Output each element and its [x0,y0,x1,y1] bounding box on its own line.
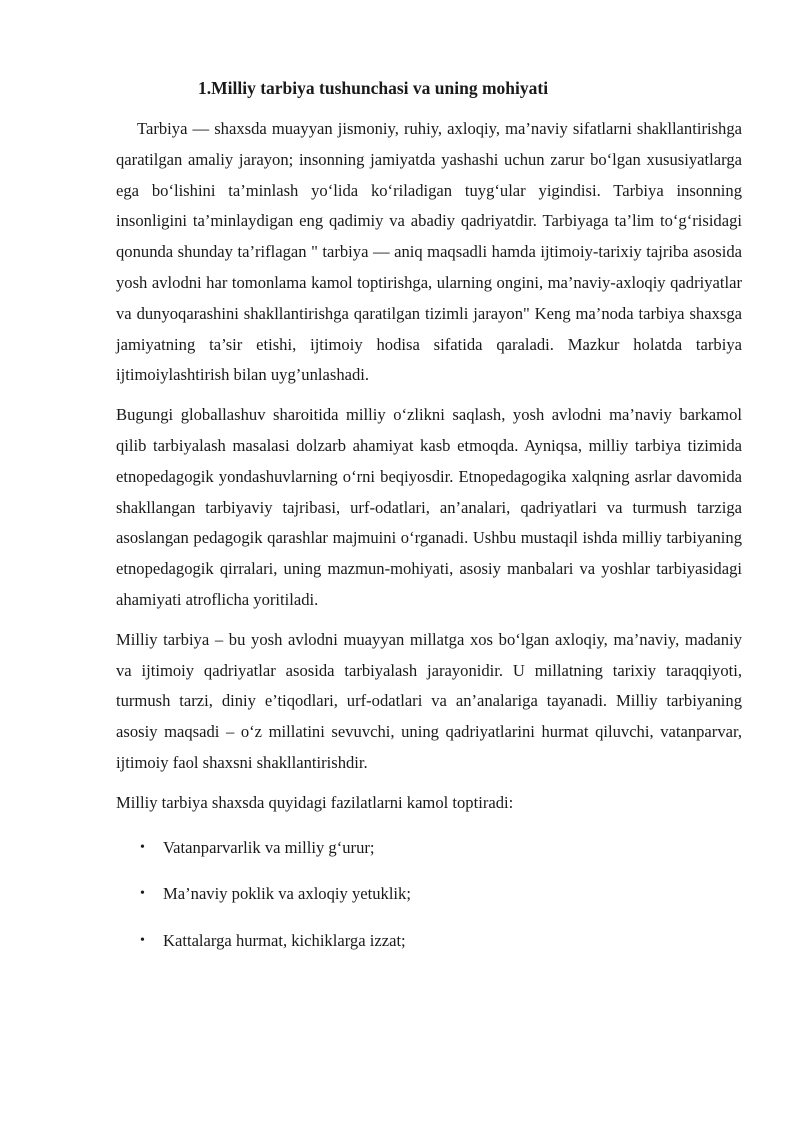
bullet-icon: • [140,839,145,855]
paragraph-milliy-tarbiya: Milliy tarbiya – bu yosh avlodni muayyan millatga xos boʻlgan axloqiy, ma’naviy, madaniy va ijtimoiy qadriyatlar asosida tarbiyalash jarayonidir. U millatning tarixiy taraqqiyoti, turmush tarzi, diniy e’tiqodlari, urf-odatlari va an’analariga tayanadi. Milliy tarbiyaning asosiy maqsadi – oʻz millatini sevuvchi, uning qadriyatlarini hurmat qiluvchi, vatanparvar, ijtimoiy faol shaxsni shakllantirishdir. [116,629,742,772]
bullet-icon: • [140,886,145,902]
bullet-icon: • [140,933,145,949]
list-item-text: Kattalarga hurmat, kichiklarga izzat; [163,931,406,951]
qualities-list [116,833,742,957]
paragraph-globalization: Bugungi globallashuv sharoitida milliy oʻzlikni saqlash, yosh avlodni ma’naviy barkamol qilib tarbiyalash masalasi dolzarb ahamiyat kasb etmoqda. Ayniqsa, milliy tarbiya tizimida etnopedagogik yondashuvlarning oʻrni beqiyosdir. Etnopedagogika xalqning asrlar davomida shakllangan tarbiyaviy tajribasi, urf-odatlari, an’analari, qadriyatlari va turmush tarziga asoslangan pedagogik qarashlar majmuini oʻrganadi. Ushbu mustaqil ishda milliy tarbiyaning etnopedagogik qirralari, uning mazmun-mohiyati, asosiy manbalari va yoshlar tarbiyasidagi ahamiyati atroflicha yoritiladi. [116,405,742,609]
list-item [116,926,742,957]
paragraph-qualities-intro: Milliy tarbiya shaxsda quyidagi fazilatlarni kamol toptiradi: [116,792,514,812]
section-title: 1.Milliy tarbiya tushunchasi va uning mohiyati [198,78,549,98]
paragraph-tarbiya-definition: Tarbiya — shaxsda muayyan jismoniy, ruhiy, axloqiy, ma’naviy sifatlarni shakllantirishga qaratilgan amaliy jarayon; insonning jamiyatda yashashi uchun zarur boʻlgan xususiyatlarga ega boʻlishini ta’minlash yoʻlida koʻriladigan tuygʻular yigindisi. Tarbiya insonning insonligini ta’minlaydigan eng qadimiy va abadiy qadriyatdir. Tarbiyaga ta’lim toʻgʻrisidagi qonunda shunday ta’riflagan " tarbiya — aniq maqsadli hamda ijtimoiy-tarixiy tajriba asosida yosh avlodni har tomonlama kamol toptirishga, ularning ongini, ma’naviy-axloqiy qadriyatlar va dunyoqarashini shakllantirishga qaratilgan tizimli jarayon" Keng ma’noda tarbiya shaxsga jamiyatning ta’sir etishi, ijtimoiy hodisa sifatida qaraladi. Mazkur holatda tarbiya ijtimoiylashtirish bilan uyg’unlashadi. [116,119,742,385]
list-item-text: Ma’naviy poklik va axloqiy yetuklik; [163,884,411,904]
document-body [116,114,742,973]
list-item [116,833,742,864]
list-item [116,879,742,910]
list-item-text: Vatanparvarlik va milliy gʻurur; [163,837,375,857]
